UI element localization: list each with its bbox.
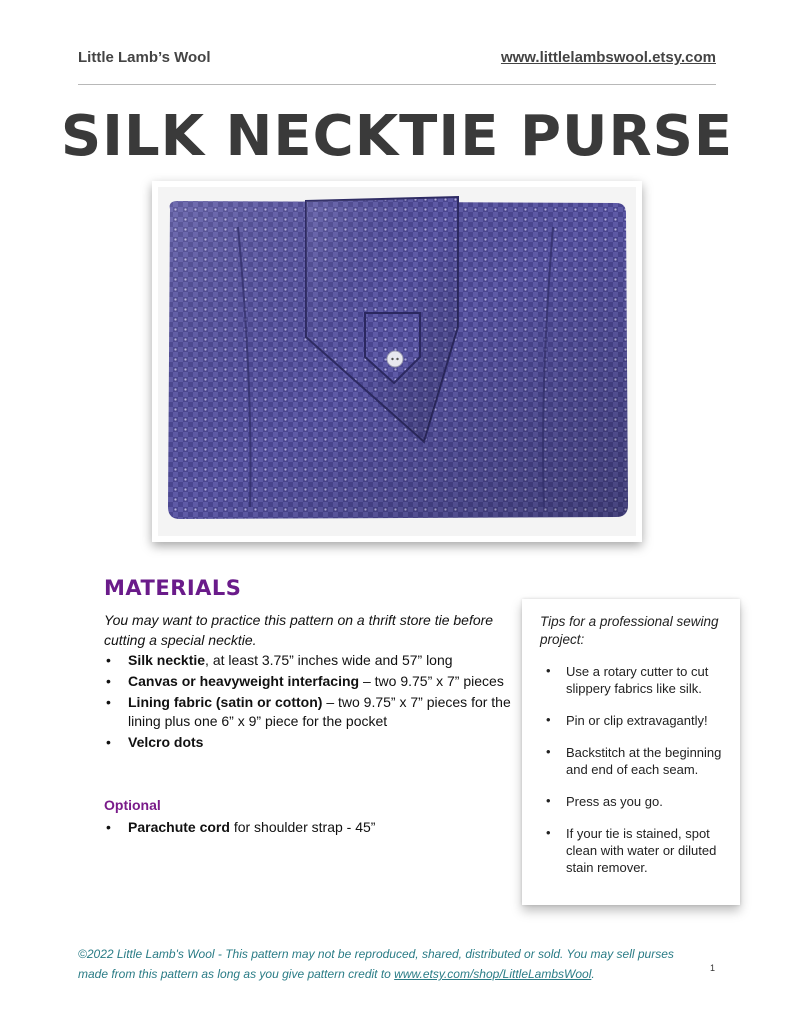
header-divider [78,84,716,85]
shop-link[interactable]: www.etsy.com/shop/LittleLambsWool [394,967,592,981]
item-detail: , at least 3.75” inches wide and 57” long [205,652,453,668]
item-detail: for shoulder strap - 45” [229,819,376,835]
list-item [104,693,514,731]
purse-illustration [158,187,636,536]
copyright-footer [78,944,698,984]
item-name: Lining fabric (satin or cotton) [128,694,323,710]
item-name: Velcro dots [128,734,204,750]
website-link[interactable]: www.littlelambswool.etsy.com [500,49,716,66]
purse-photo [152,181,642,542]
list-item [104,818,514,837]
item-name: Canvas or heavyweight interfacing [128,673,360,689]
tip-item: • If your tie is stained, spot clean with water or diluted stain remover. [540,825,726,876]
optional-list [104,818,514,837]
tips-heading: Tips for a professional sewing project: [540,614,719,647]
list-item [104,651,514,670]
footer-end: . [591,967,595,981]
page-title: SILK NECKTIE PURSE [60,104,734,169]
list-item [104,672,514,691]
tips-list [540,663,726,876]
page-number: 1 [710,963,716,973]
materials-heading: MATERIALS [104,576,242,600]
item-detail: – two 9.75” x 7” pieces [359,673,504,689]
tip-item: • Backstitch at the beginning and end of each seam. [540,744,726,778]
item-detail: – two 9.75” x 7” pieces for the lining plus one 6” x 9” piece for the pocket [128,694,511,729]
list-item [104,733,514,752]
materials-list [104,651,514,754]
materials-intro: You may want to practice this pattern on a thrift store tie before cutting a special necktie. [104,612,494,648]
optional-heading: Optional [104,797,161,813]
tip-item: • Use a rotary cutter to cut slippery fabrics like silk. [540,663,726,697]
item-name: Silk necktie [128,652,206,668]
tips-box [522,599,740,905]
tip-item: • Press as you go. [540,793,726,810]
brand-name: Little Lamb’s Wool [78,49,211,66]
item-name: Parachute cord [128,819,230,835]
tip-item: • Pin or clip extravagantly! [540,712,726,729]
copyright-text: ©2022 Little Lamb's Wool - This pattern may not be reproduced, shared, distributed or sold. You may sell purses made from this pattern as long as you give pattern credit to [78,947,674,981]
